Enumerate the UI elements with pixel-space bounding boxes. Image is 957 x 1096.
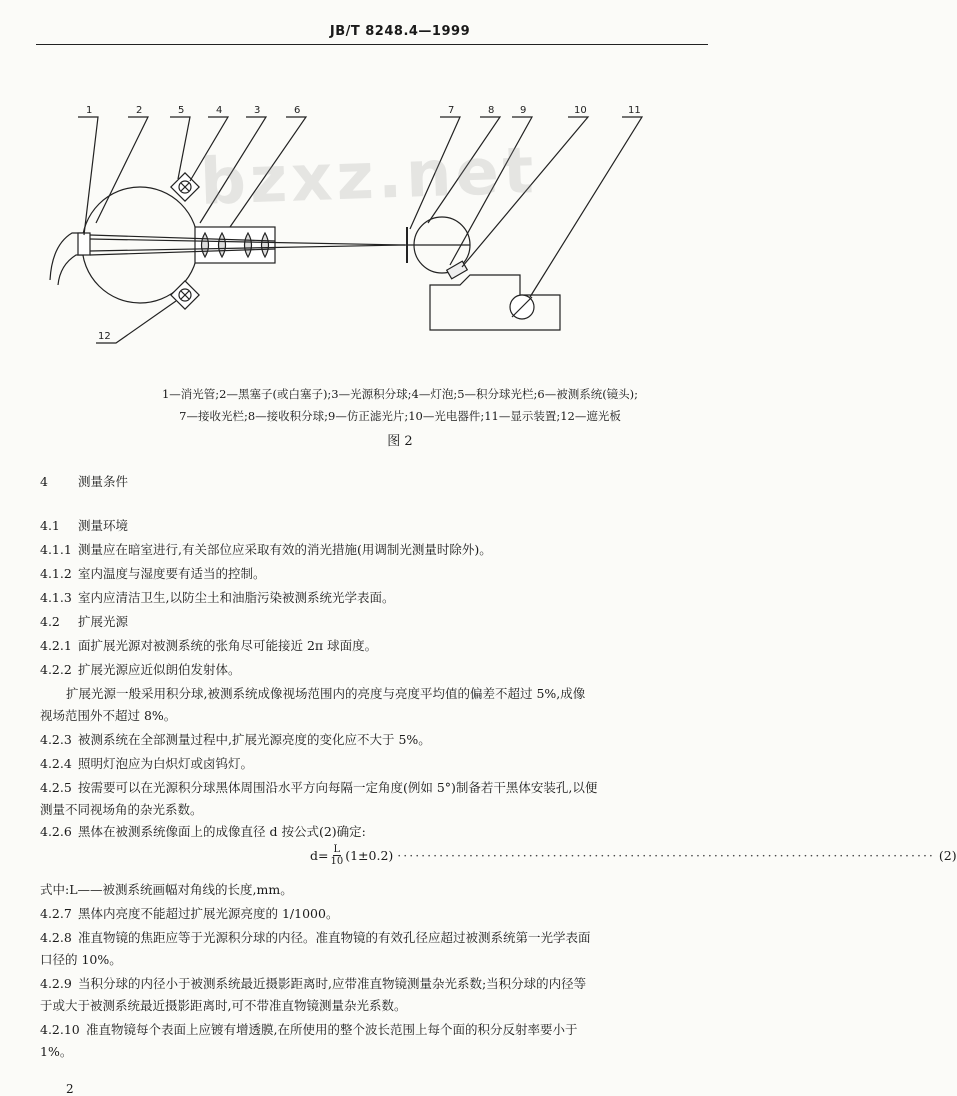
clause-number: 4.2.6 — [40, 824, 72, 839]
clause-number: 4.2.7 — [40, 906, 72, 921]
clause-number: 4.2.5 — [40, 780, 72, 795]
section-title: 测量环境 — [78, 518, 129, 533]
where-line: 式中:L——被测系统画幅对角线的长度,mm。 — [40, 882, 293, 897]
callout-5: 5 — [178, 105, 185, 116]
formula-rest: (1±0.2) — [345, 848, 394, 863]
clause-text: 照明灯泡应为白炽灯或卤钨灯。 — [78, 756, 254, 771]
formula-2 — [310, 844, 957, 867]
clause-text: 面扩展光源对被测系统的张角尽可能接近 2π 球面度。 — [78, 638, 378, 653]
clause-4-2-9 — [40, 974, 720, 994]
paragraph-line: 测量不同视场角的杂光系数。 — [40, 802, 203, 817]
clause-4-1-2 — [40, 564, 720, 584]
figure-legend-line-1: 1—消光管;2—黑塞子(或白塞子);3—光源积分球;4—灯泡;5—积分球光栏;6—被测系统(镜头); — [161, 387, 639, 401]
clause-text: 被测系统在全部测量过程中,扩展光源亮度的变化应不大于 5%。 — [78, 732, 431, 747]
clause-4-2-4 — [40, 754, 720, 774]
section-number: 4 — [40, 474, 48, 489]
clause-text: 黑体内亮度不能超过扩展光源亮度的 1/1000。 — [78, 906, 339, 921]
clause-4-2-3 — [40, 730, 720, 750]
fraction-numerator: L — [333, 844, 341, 855]
clause-number: 4.2.1 — [40, 638, 72, 653]
paragraph-line: 口径的 10%。 — [40, 952, 122, 967]
figure-legend-line-2: 7—接收光栏;8—接收积分球;9—仿正滤光片;10—光电器件;11—显示装置;12—遮光板 — [179, 409, 621, 423]
clause-number: 4.2.9 — [40, 976, 72, 991]
figure-caption: 图 2 — [387, 434, 413, 449]
section-4-2-heading — [40, 612, 720, 632]
clause-4-2-10 — [40, 1020, 720, 1040]
callout-11: 11 — [628, 105, 641, 116]
callout-7: 7 — [448, 105, 455, 116]
clause-text: 当积分球的内径小于被测系统最近摄影距离时,应带准直物镜测量杂光系数;当积分球的内径等 — [78, 976, 587, 991]
clause-4-2-5 — [40, 778, 720, 798]
clause-4-2-6 — [40, 822, 720, 842]
callout-2: 2 — [136, 105, 143, 116]
clause-number: 4.1.2 — [40, 566, 72, 581]
clause-number: 4.1.1 — [40, 542, 72, 557]
clause-number: 4.2.2 — [40, 662, 72, 677]
clause-number: 4.2.3 — [40, 732, 72, 747]
clause-number: 4.2.10 — [40, 1022, 80, 1037]
clause-text: 室内温度与湿度要有适当的控制。 — [78, 566, 266, 581]
clause-4-1-1 — [40, 540, 720, 560]
callout-8: 8 — [488, 105, 495, 116]
formula-fraction — [330, 844, 343, 867]
clause-4-1-3 — [40, 588, 720, 608]
section-4-heading — [40, 472, 720, 492]
fraction-denominator: 10 — [330, 856, 344, 867]
formula-lhs: d= — [310, 848, 329, 863]
section-number: 4.2 — [40, 614, 60, 629]
clause-text: 测量应在暗室进行,有关部位应采取有效的消光措施(用调制光测量时除外)。 — [78, 542, 492, 557]
callout-3: 3 — [254, 105, 261, 116]
watermark: bzxz.net — [198, 134, 539, 220]
callout-1: 1 — [86, 105, 93, 116]
clause-number: 4.1.3 — [40, 590, 72, 605]
callout-9: 9 — [520, 105, 527, 116]
clause-number: 4.2.4 — [40, 756, 72, 771]
paragraph-line: 于或大于被测系统最近摄影距离时,可不带准直物镜测量杂光系数。 — [40, 998, 407, 1013]
section-title: 测量条件 — [78, 474, 129, 489]
leader-dots: ·························································································· — [397, 848, 935, 863]
paragraph-line: 1%。 — [40, 1044, 73, 1059]
clause-text: 准直物镜的焦距应等于光源积分球的内径。准直物镜的有效孔径应超过被测系统第一光学表面 — [78, 930, 591, 945]
clause-4-2-8 — [40, 928, 720, 948]
clause-4-2-1 — [40, 636, 720, 656]
section-4-1-heading — [40, 516, 720, 536]
header-rule — [36, 44, 708, 45]
clause-4-2-7 — [40, 904, 720, 924]
equation-number: (2) — [938, 848, 957, 863]
clause-text: 扩展光源应近似朗伯发射体。 — [78, 662, 241, 677]
callout-6: 6 — [294, 105, 301, 116]
callout-10: 10 — [574, 105, 587, 116]
clause-text: 室内应清洁卫生,以防尘土和油脂污染被测系统光学表面。 — [78, 590, 395, 605]
callout-4: 4 — [216, 105, 223, 116]
paragraph-line: 扩展光源一般采用积分球,被测系统成像视场范围内的亮度与亮度平均值的偏差不超过 5%,成像 — [66, 686, 586, 701]
clause-number: 4.2.8 — [40, 930, 72, 945]
section-number: 4.1 — [40, 518, 60, 533]
paragraph-line: 视场范围外不超过 8%。 — [40, 708, 177, 723]
callout-12: 12 — [98, 331, 111, 342]
page-number: 2 — [66, 1082, 74, 1096]
clause-text: 黑体在被测系统像面上的成像直径 d 按公式(2)确定: — [78, 824, 366, 839]
section-title: 扩展光源 — [78, 614, 129, 629]
clause-text: 按需要可以在光源积分球黑体周围沿水平方向每隔一定角度(例如 5°)制备若干黑体安装孔,以便 — [78, 780, 598, 795]
apparatus-diagram — [0, 95, 800, 360]
clause-4-2-2 — [40, 660, 720, 680]
clause-text: 准直物镜每个表面上应镀有增透膜,在所使用的整个波长范围上每个面的积分反射率要小于 — [86, 1022, 578, 1037]
standard-number: JB/T 8248.4—1999 — [329, 24, 471, 39]
